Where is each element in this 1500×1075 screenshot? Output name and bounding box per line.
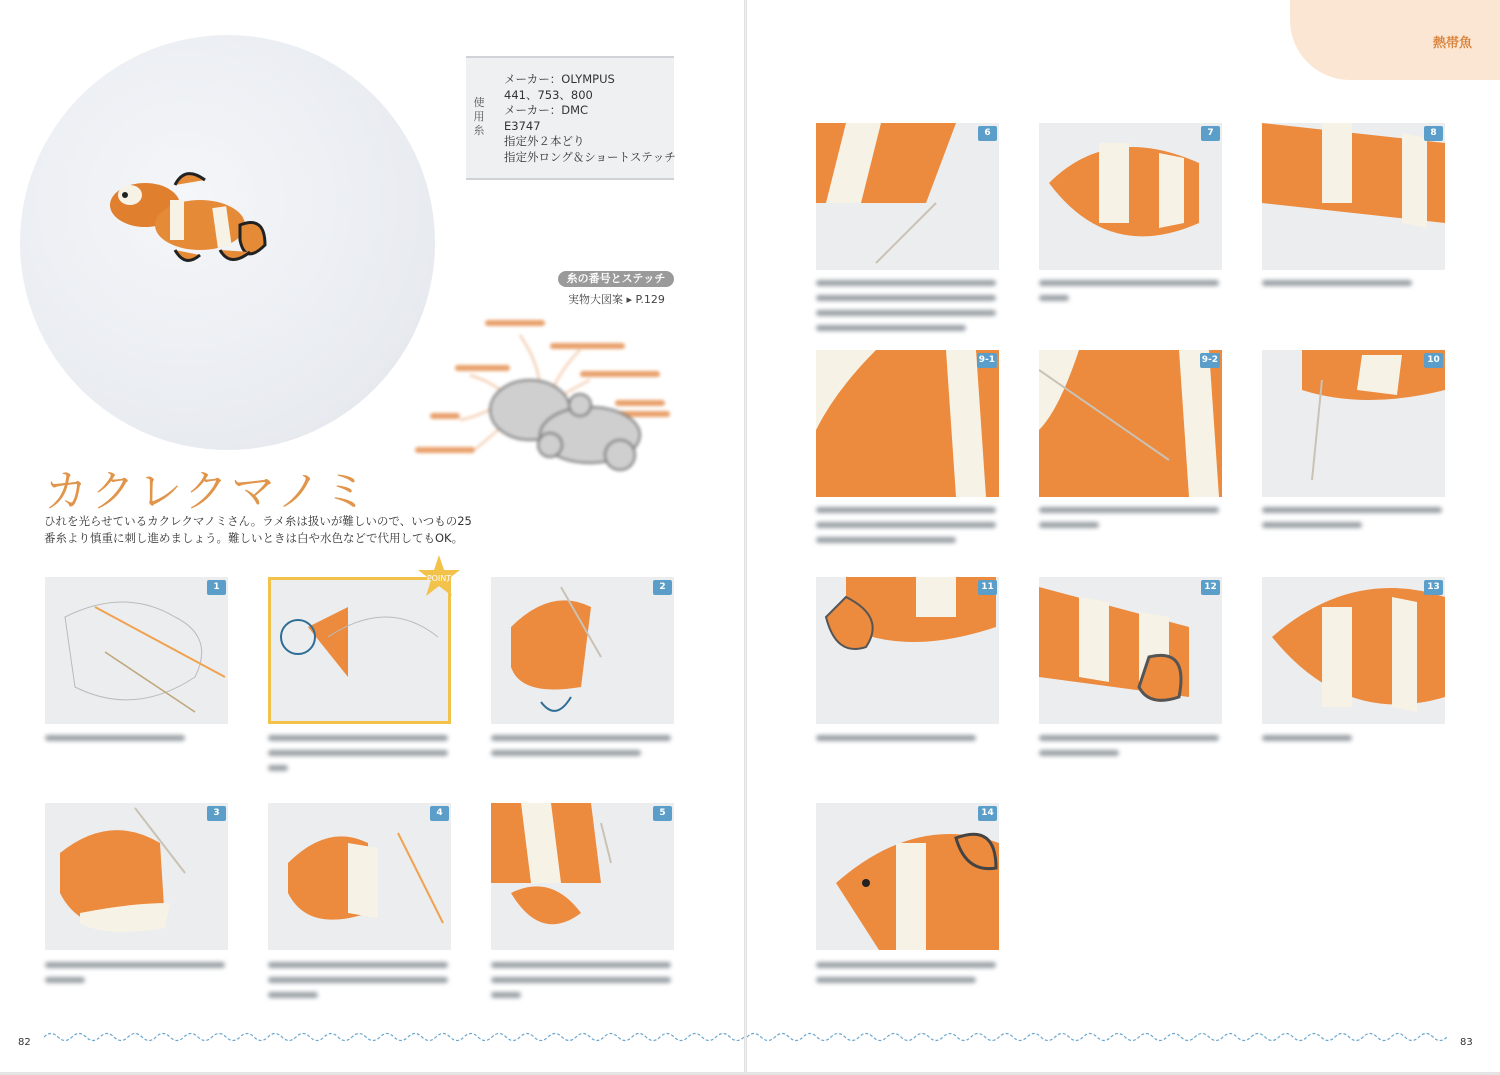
wave-divider: [747, 1030, 1447, 1044]
step-caption: [491, 962, 676, 1002]
step-photo-5: [491, 803, 674, 950]
step-photo-10: [1262, 350, 1445, 497]
step-caption: [816, 962, 1001, 1002]
step-caption: [816, 507, 1001, 547]
step-caption: [268, 962, 453, 1002]
step-number: 11: [978, 580, 997, 595]
left-page: [0, 0, 745, 1075]
step-photo-4: [268, 803, 451, 950]
step-number: 9-2: [1200, 353, 1220, 368]
step-photo-12: [1039, 577, 1222, 724]
step-caption: [491, 735, 676, 775]
step-photo-point: [268, 577, 451, 724]
step-number: 1: [207, 580, 226, 595]
point-label: POINT: [426, 574, 452, 583]
stitch-diagram: [400, 305, 690, 490]
step-number: 14: [978, 806, 997, 821]
step-photo-9-2: [1039, 350, 1222, 497]
step-caption: [1262, 735, 1447, 775]
section-tab-label: 熱帯魚: [1432, 36, 1472, 51]
materials-list: [504, 72, 676, 166]
step-photo-14: [816, 803, 999, 950]
point-star-icon: [416, 553, 462, 599]
step-number: 6: [978, 126, 997, 141]
materials-line: E3747: [504, 118, 541, 133]
wave-divider: [44, 1030, 744, 1044]
step-photo-2: [491, 577, 674, 724]
step-caption: [1262, 507, 1447, 547]
step-number: 9-1: [977, 353, 997, 368]
step-caption: [1262, 280, 1447, 320]
step-photo-9-1: [816, 350, 999, 497]
hero-embroidery-photo: [20, 35, 435, 450]
step-number: 4: [430, 806, 449, 821]
materials-box: [466, 56, 674, 180]
step-caption: [816, 735, 1001, 775]
step-number: 7: [1201, 126, 1220, 141]
step-photo-1: [45, 577, 228, 724]
materials-line: 指定外２本どり: [504, 134, 585, 149]
thread-section-badge: 糸の番号とステッチ: [558, 271, 674, 287]
step-photo-7: [1039, 123, 1222, 270]
materials-line: メーカー：DMC: [504, 103, 589, 118]
materials-label: 使用糸: [473, 96, 485, 137]
step-caption: [1039, 507, 1224, 547]
step-number: 8: [1424, 126, 1443, 141]
step-photo-3: [45, 803, 228, 950]
materials-line: 441、753、800: [504, 87, 593, 102]
step-photo-11: [816, 577, 999, 724]
step-number: 5: [653, 806, 672, 821]
page-number: 82: [18, 1037, 31, 1048]
step-photo-8: [1262, 123, 1445, 270]
page-title: カクレクマノミ: [44, 466, 371, 517]
step-caption: [816, 280, 1001, 320]
step-caption: [45, 962, 230, 1002]
pattern-reference: 実物大図案 ▸ P.129: [568, 293, 665, 306]
right-page: [747, 0, 1500, 1075]
step-number: 3: [207, 806, 226, 821]
step-caption: [1039, 280, 1224, 320]
step-caption: [268, 735, 453, 775]
materials-line: メーカー：OLYMPUS: [504, 72, 615, 86]
step-caption: [45, 735, 230, 775]
step-number: 13: [1424, 580, 1443, 595]
page-number: 83: [1460, 1037, 1473, 1048]
step-photo-6: [816, 123, 999, 270]
step-number: 2: [653, 580, 672, 595]
step-photo-13: [1262, 577, 1445, 724]
step-number: 10: [1424, 353, 1443, 368]
step-number: 12: [1201, 580, 1220, 595]
materials-line: 指定外ロング＆ショートステッチ: [504, 149, 676, 164]
step-caption: [1039, 735, 1224, 775]
intro-text: ひれを光らせているカクレクマノミさん。ラメ糸は扱いが難しいので、いつもの25番糸より慎重に刺し進めましょう。難しいときは白や水色などで代用してもOK。: [44, 514, 472, 545]
